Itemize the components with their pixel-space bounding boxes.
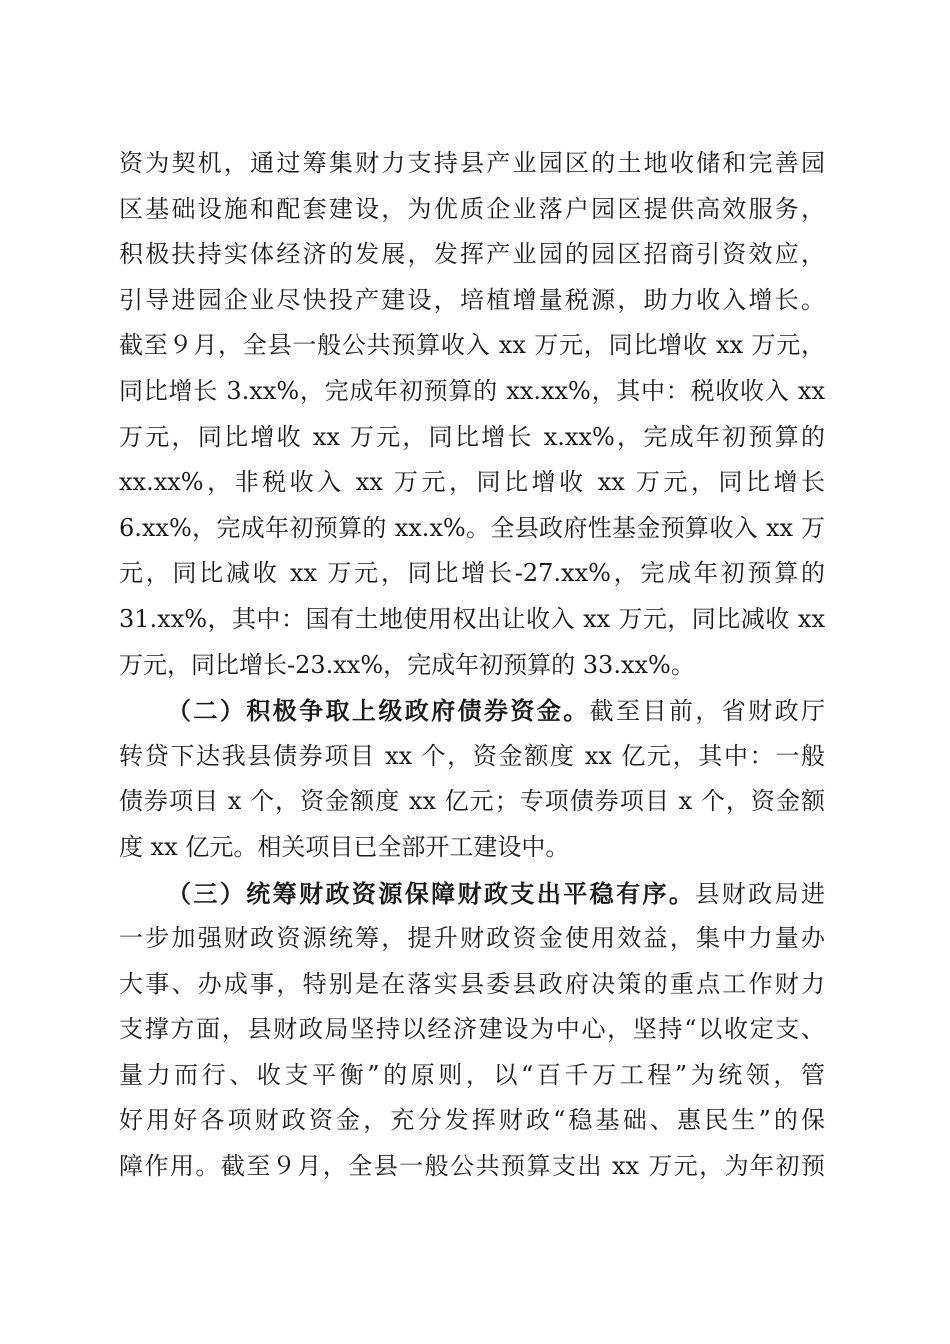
paragraph-line: 好用好各项财政资金，充分发挥财政“稳基础、惠民生”的保: [119, 1106, 825, 1135]
section-2-first-line: [119, 688, 825, 734]
section-2-heading: （二）积极争取上级政府债券资金。: [167, 696, 590, 726]
paragraph-line: 截至９月，全县一般公共预算收入 xx 万元，同比增收 xx 万元，: [119, 331, 825, 360]
section-3-lead-text: 县财政局进: [695, 879, 826, 908]
paragraph-line: 障作用。截至９月，全县一般公共预算支出 xx 万元，为年初预: [119, 1152, 825, 1181]
paragraph-line: 同比增长 3.xx%，完成年初预算的 xx.xx%，其中：税收收入 xx: [119, 376, 825, 405]
section-3-first-line: [119, 871, 825, 917]
paragraph-line: 一步加强财政资源统筹，提升财政资金使用效益，集中力量办: [119, 924, 825, 953]
paragraph-line: 元，同比减收 xx 万元，同比增长-27.xx%，完成年初预算的: [119, 559, 825, 588]
paragraph-line: 大事、办成事，特别是在落实县委县政府决策的重点工作财力: [119, 969, 825, 998]
paragraph-line: 债券项目 x 个，资金额度 xx 亿元；专项债券项目 x 个，资金额: [119, 787, 825, 816]
paragraph-line: 积极扶持实体经济的发展，发挥产业园的园区招商引资效应，: [119, 240, 825, 269]
paragraph-line: 万元，同比增长-23.xx%，完成年初预算的 33.xx%。: [119, 650, 695, 679]
paragraph-line: 引导进园企业尽快投产建设，培植增量税源，助力收入增长。: [119, 285, 825, 314]
paragraph-line: 转贷下达我县债券项目 xx 个，资金额度 xx 亿元，其中：一般: [119, 741, 825, 770]
paragraph-line: 万元，同比增收 xx 万元，同比增长 x.xx%，完成年初预算的: [119, 422, 825, 451]
paragraph-line: 资为契机，通过筹集财力支持县产业园区的土地收储和完善园: [119, 149, 825, 177]
paragraph-line: 支撑方面，县财政局坚持以经济建设为中心，坚持“以收定支、: [119, 1015, 825, 1044]
paragraph-line: xx.xx%，非税收入 xx 万元，同比增收 xx 万元，同比增长: [119, 468, 825, 497]
paragraph-line: 区基础设施和配套建设，为优质企业落户园区提供高效服务，: [119, 194, 825, 223]
body-text: [119, 141, 825, 1190]
paragraph-line: 6.xx%，完成年初预算的 xx.x%。全县政府性基金预算收入 xx 万: [119, 513, 825, 542]
paragraph-line: 量力而行、收支平衡”的原则，以“百千万工程”为统领，管: [119, 1060, 825, 1089]
paragraph-line: 31.xx%，其中：国有土地使用权出让收入 xx 万元，同比减收 xx: [119, 604, 825, 633]
paragraph-line: 度 xx 亿元。相关项目已全部开工建设中。: [119, 832, 570, 861]
section-2-lead-text: 截至目前，省财政厅: [589, 697, 826, 726]
section-3-heading: （三）统筹财政资源保障财政支出平稳有序。: [167, 878, 696, 908]
